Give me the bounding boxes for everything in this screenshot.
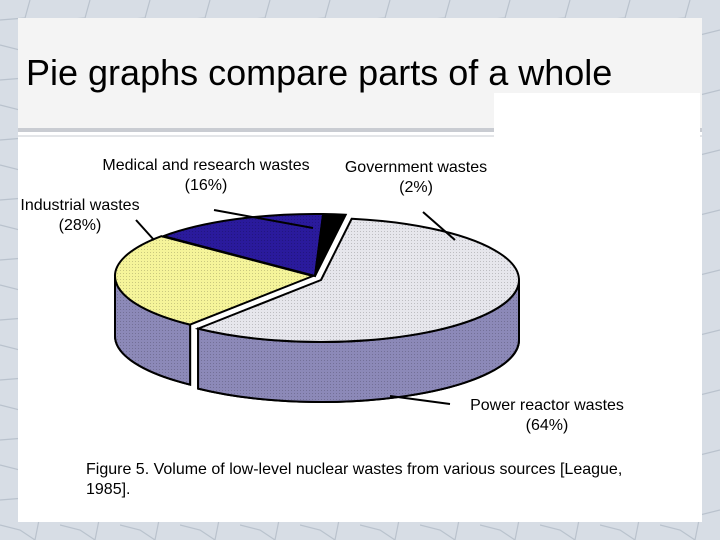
label-medical-pct: (16%) [184, 177, 228, 194]
slide [18, 18, 702, 522]
label-industrial-pct: (28%) [58, 217, 102, 234]
leader-line-power [390, 396, 450, 404]
label-power [454, 396, 640, 436]
label-industrial-name: Industrial wastes [20, 197, 140, 214]
label-power-name: Power reactor wastes [470, 397, 624, 414]
pie-chart [18, 18, 702, 522]
label-medical-name: Medical and research wastes [102, 157, 310, 174]
figure-caption: Figure 5. Volume of low-level nuclear wastes from various sources [League, 1985]. [86, 461, 623, 498]
label-industrial [12, 196, 148, 236]
label-government-name: Government wastes [344, 159, 488, 176]
pie-slices [115, 214, 519, 402]
label-government [336, 158, 496, 198]
label-power-pct: (64%) [525, 417, 569, 434]
label-government-pct: (2%) [399, 179, 433, 196]
slide-title: Pie graphs compare parts of a whole [26, 52, 613, 93]
label-medical [88, 156, 324, 196]
